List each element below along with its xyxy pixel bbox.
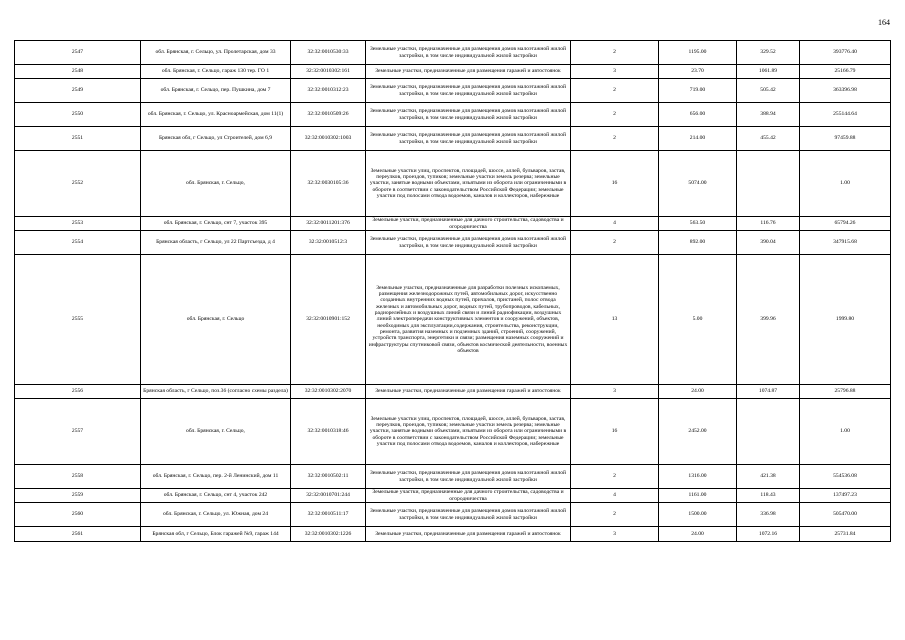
cadastral-number-cell: 32:32:0030105:36 [291,151,366,217]
specific-value-cell [737,399,800,465]
cadastral-number-cell: 32:32:0010302:2070 [291,385,366,399]
land-use-purpose-cell: Земельные участки, предназначенные для размещения домов малоэтажной жилой застройки, в том числе индивидуальной жилой застройки [366,231,571,255]
group-cell: 4 [571,217,659,231]
cadastral-value-cell: 393776.40 [800,41,891,65]
row-number: 2552 [15,151,141,217]
cadastral-number-cell: 32:32:0010901:152 [291,255,366,385]
land-use-purpose-cell: Земельные участки, предназначенные для размещения домов малоэтажной жилой застройки, в том числе индивидуальной жилой застройки [366,103,571,127]
area-cell: 2452.00 [659,399,737,465]
cadastral-value-cell: 505470.00 [800,503,891,527]
cadastral-value-cell: 25731.84 [800,527,891,542]
address-cell: обл. Брянская, г. Сельцо, [141,151,291,217]
row-number: 2547 [15,41,141,65]
cadastral-value-cell: 137497.23 [800,489,891,503]
cadastral-value-cell: 97459.88 [800,127,891,151]
row-number: 2554 [15,231,141,255]
group-cell: 2 [571,503,659,527]
specific-value-cell: 421.38 [737,465,800,489]
cadastral-value-cell: 25796.88 [800,385,891,399]
cadastral-number-cell: 32:32:0010502:11 [291,465,366,489]
land-use-purpose-cell: Земельные участки, предназначенные для дачного строительства, садоводства и огородничества [366,217,571,231]
address-cell: Брянская область, г Сельцо, ул 22 Партсъезда, д 4 [141,231,291,255]
area-cell: 719.00 [659,79,737,103]
table-row [15,41,891,65]
land-use-purpose-cell: Земельные участки, предназначенные для размещения гаражей и автостоянок [366,385,571,399]
area-cell: 1316.00 [659,465,737,489]
group-cell: 2 [571,127,659,151]
area-cell: 892.00 [659,231,737,255]
row-number: 2551 [15,127,141,151]
area-cell: 214.00 [659,127,737,151]
table-row [15,127,891,151]
address-cell: обл. Брянская, г. Сельцо, ул. Красноармейская, дом 11(1) [141,103,291,127]
group-cell: 3 [571,65,659,79]
cadastral-number-cell: 32:32:0010530:33 [291,41,366,65]
cadastral-value-cell: 255144.64 [800,103,891,127]
address-cell: обл. Брянская, г. Сельцо [141,255,291,385]
group-cell: 16 [571,151,659,217]
table-row [15,503,891,527]
specific-value-cell: 388.94 [737,103,800,127]
cadastral-registry-table [14,40,891,542]
row-number: 2550 [15,103,141,127]
cadastral-value-cell: 1.00 [800,151,891,217]
group-cell: 2 [571,465,659,489]
area-cell: 1161.00 [659,489,737,503]
area-cell: 24.00 [659,385,737,399]
area-cell: 5074.00 [659,151,737,217]
page-number: 164 [878,18,890,27]
row-number: 2556 [15,385,141,399]
address-cell: обл. Брянская, г. Сельцо, ул. Южная, дом 24 [141,503,291,527]
row-number: 2560 [15,503,141,527]
cadastral-number-cell: 32:32:0010511:17 [291,503,366,527]
specific-value-cell: 1072.16 [737,527,800,542]
area-cell: 23.70 [659,65,737,79]
cadastral-number-cell: 32:32:0010302:1226 [291,527,366,542]
address-cell: обл. Брянская, г. Сельцо, снт 4, участок 242 [141,489,291,503]
land-use-purpose-cell: Земельные участки, предназначенные для размещения домов малоэтажной жилой застройки, в том числе индивидуальной жилой застройки [366,127,571,151]
cadastral-value-cell: 1.00 [800,399,891,465]
row-number: 2559 [15,489,141,503]
row-number: 2555 [15,255,141,385]
table-row [15,527,891,542]
specific-value-cell: 1061.89 [737,65,800,79]
specific-value-cell: 118.43 [737,489,800,503]
cadastral-value-cell: 65794.26 [800,217,891,231]
row-number: 2558 [15,465,141,489]
table-row [15,151,891,217]
specific-value-cell: 1074.87 [737,385,800,399]
cadastral-number-cell: 32:32:0010509:26 [291,103,366,127]
address-cell: Брянская обл, г Сельцо, ул Строителей, дом 6,9 [141,127,291,151]
specific-value-cell: 390.04 [737,231,800,255]
land-use-purpose-cell: Земельные участки улиц, проспектов, площадей, шоссе, аллей, бульваров, застав, переулков, проездов, тупиков; земельные участки земель резерва; земельные участки, занятые водными объектами, изъятыми из оборота или ограниченными в обороте в соответствии с законодательством Российской Федерации; земельные участки под полосами отвода водоемов, каналов и коллекторов, набережные [366,151,571,217]
table-body [15,41,891,542]
specific-value-cell: 116.76 [737,217,800,231]
specific-value-cell [737,151,800,217]
specific-value-cell: 505.42 [737,79,800,103]
group-cell: 13 [571,255,659,385]
cadastral-number-cell: 32:32:0010302:161 [291,65,366,79]
address-cell: обл. Брянская, г. Сельцо, снт 7, участок 395 [141,217,291,231]
table-row [15,465,891,489]
specific-value-cell: 399.96 [737,255,800,385]
land-use-purpose-cell: Земельные участки, предназначенные для размещения домов малоэтажной жилой застройки, в том числе индивидуальной жилой застройки [366,465,571,489]
address-cell: обл. Брянская, г. Сельцо, ул. Пролетарская, дом 33 [141,41,291,65]
cadastral-number-cell: 32:32:0010312:23 [291,79,366,103]
table-row [15,79,891,103]
group-cell: 16 [571,399,659,465]
land-use-purpose-cell: Земельные участки, предназначенные для размещения гаражей и автостоянок [366,65,571,79]
land-use-purpose-cell: Земельные участки, предназначенные для разработки полезных ископаемых, размещения железнодорожных путей, автомобильных дорог, искусственно созданных внутренних водных путей, причалов, пристаней, полос отвода железных и автомобильных дорог, водных путей, трубопроводов, кабельных, радиорелейных и воздушных линий связи и линий радиофикации, воздушных линий электропередачи конструктивных элементов и сооружений, объектов, необходимых для эксплуатации,содержания, строительства, реконструкции, ремонта, развития наземных и подземных зданий, строений, сооружений, устройств транспорта, энергетики и связи; размещения наземных сооружений и инфраструктуры спутниковой связи, объектов космической деятельности, военных объектов [366,255,571,385]
table-row [15,255,891,385]
group-cell: 2 [571,41,659,65]
table-row [15,217,891,231]
cadastral-value-cell: 25166.79 [800,65,891,79]
cadastral-value-cell: 363396.98 [800,79,891,103]
land-use-purpose-cell: Земельные участки, предназначенные для размещения домов малоэтажной жилой застройки, в том числе индивидуальной жилой застройки [366,503,571,527]
area-cell: 563.50 [659,217,737,231]
group-cell: 3 [571,527,659,542]
cadastral-number-cell: 32:32:0011201:376 [291,217,366,231]
area-cell: 24.00 [659,527,737,542]
address-cell: Брянская область, г Сельцо, поз.36 (согласно схемы раздела) [141,385,291,399]
row-number: 2557 [15,399,141,465]
cadastral-number-cell: 32:32:0010318:46 [291,399,366,465]
area-cell: 656.00 [659,103,737,127]
group-cell: 2 [571,103,659,127]
table-row [15,103,891,127]
land-use-purpose-cell: Земельные участки, предназначенные для размещения домов малоэтажной жилой застройки, в том числе индивидуальной жилой застройки [366,79,571,103]
table-row [15,489,891,503]
cadastral-value-cell: 1999.80 [800,255,891,385]
area-cell: 1195.00 [659,41,737,65]
group-cell: 2 [571,79,659,103]
area-cell: 1500.00 [659,503,737,527]
land-use-purpose-cell: Земельные участки улиц, проспектов, площадей, шоссе, аллей, бульваров, застав, переулков, проездов, тупиков; земельные участки земель резерва; земельные участки, занятые водными объектами, изъятыми из оборота или ограниченными в обороте в соответствии с законодательством Российской Федерации; земельные участки под полосами отвода водоемов, каналов и коллекторов, набережные [366,399,571,465]
table-row [15,399,891,465]
row-number: 2549 [15,79,141,103]
row-number: 2548 [15,65,141,79]
row-number: 2553 [15,217,141,231]
address-cell: Брянская обл, г Сельцо, Блок гаражей №9, гараж 144 [141,527,291,542]
group-cell: 3 [571,385,659,399]
specific-value-cell: 329.52 [737,41,800,65]
area-cell: 5.00 [659,255,737,385]
group-cell: 2 [571,231,659,255]
specific-value-cell: 336.98 [737,503,800,527]
address-cell: обл. Брянская, г. Сельцо, [141,399,291,465]
table-row [15,65,891,79]
land-use-purpose-cell: Земельные участки, предназначенные для размещения гаражей и автостоянок [366,527,571,542]
specific-value-cell: 455.42 [737,127,800,151]
row-number: 2561 [15,527,141,542]
land-use-purpose-cell: Земельные участки, предназначенные для размещения домов малоэтажной жилой застройки, в том числе индивидуальной жилой застройки [366,41,571,65]
table-row [15,385,891,399]
cadastral-number-cell: 32:32:0010512:3 [291,231,366,255]
land-use-purpose-cell: Земельные участки, предназначенные для дачного строительства, садоводства и огородничества [366,489,571,503]
cadastral-value-cell: 347915.68 [800,231,891,255]
group-cell: 4 [571,489,659,503]
cadastral-value-cell: 554536.08 [800,465,891,489]
table-row [15,231,891,255]
cadastral-number-cell: 32:32:0010302:1003 [291,127,366,151]
address-cell: обл. Брянская, г. Сельцо, пер. 2-й Ленинский, дом 11 [141,465,291,489]
address-cell: обл. Брянская, г. Сельцо, пер. Пушкина, дом 7 [141,79,291,103]
cadastral-number-cell: 32:32:0010701:244 [291,489,366,503]
address-cell: обл. Брянская, г. Сельцо, гараж 130 тер. ГО 1 [141,65,291,79]
